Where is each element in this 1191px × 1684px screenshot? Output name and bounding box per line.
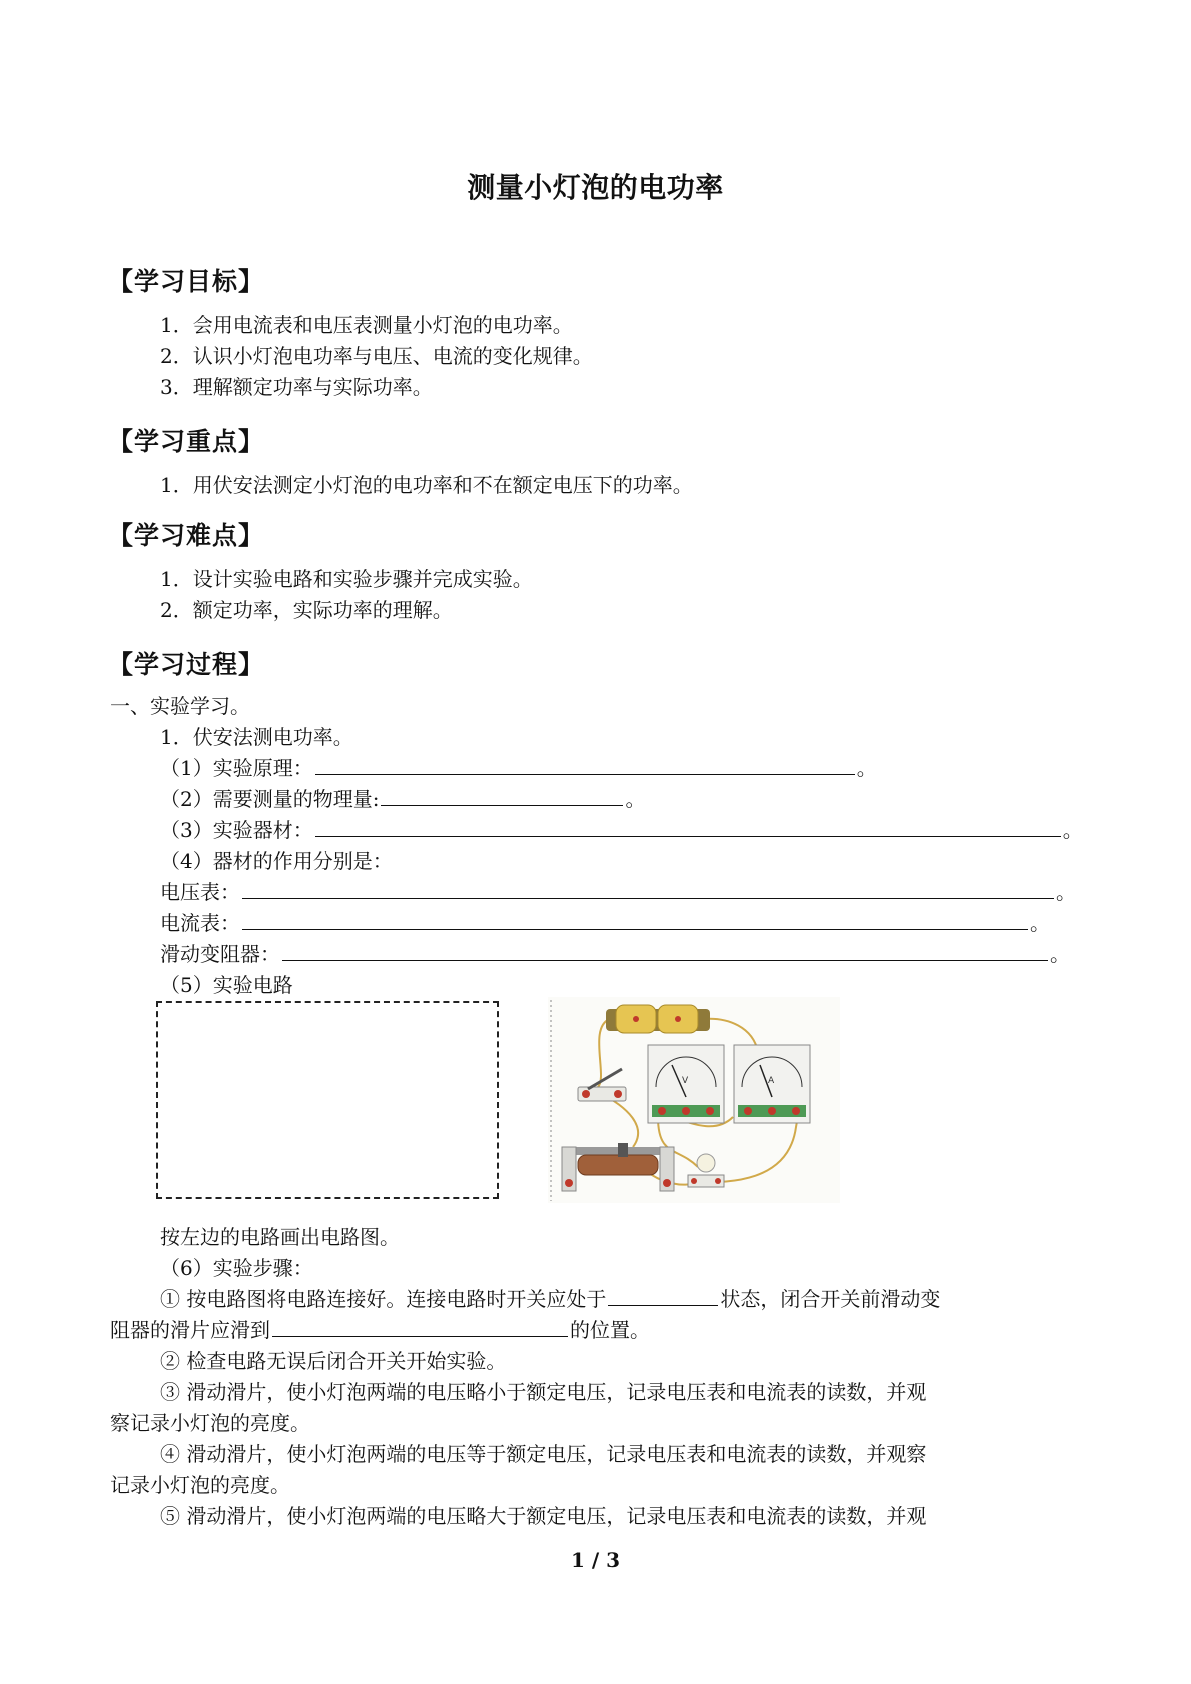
- rheostat-role: [160, 940, 1070, 968]
- voltmeter: [648, 1045, 724, 1123]
- question-quantities: [160, 785, 645, 813]
- question-roles: （4）器材的作用分别是：: [160, 849, 393, 873]
- slider-position-blank[interactable]: [272, 1316, 568, 1337]
- period: 。: [625, 787, 646, 811]
- objective-item: 2．认识小灯泡电功率与电压、电流的变化规律。: [160, 344, 593, 368]
- ammeter-label: 电流表：: [160, 911, 240, 935]
- principle-blank[interactable]: [315, 754, 855, 775]
- period: 。: [1062, 818, 1083, 842]
- draw-hint: 按左边的电路画出电路图。: [160, 1225, 400, 1249]
- rheostat-coil: [578, 1155, 658, 1175]
- voltmeter-terminal: [682, 1107, 690, 1115]
- ammeter-terminal: [792, 1107, 800, 1115]
- question-quantities-label: （2）需要测量的物理量:: [160, 787, 380, 811]
- step-4-line-1: ④ 滑动滑片，使小灯泡两端的电压等于额定电压，记录电压表和电流表的读数，并观察: [160, 1442, 927, 1466]
- step-4-line-2: 记录小灯泡的亮度。: [110, 1473, 290, 1497]
- step-3-line-1: ③ 滑动滑片，使小灯泡两端的电压略小于额定电压，记录电压表和电流表的读数，并观: [160, 1380, 927, 1404]
- step-1-text: 阻器的滑片应滑到: [110, 1318, 270, 1342]
- question-circuit: （5）实验电路: [160, 973, 293, 997]
- ammeter-role: [160, 909, 1050, 937]
- voltmeter-label: 电压表：: [160, 880, 240, 904]
- voltmeter-role: [160, 878, 1076, 906]
- question-equipment-label: （3）实验器材：: [160, 818, 313, 842]
- section-heading-process: 【学习过程】: [108, 650, 265, 679]
- voltmeter-blank[interactable]: [242, 878, 1054, 899]
- battery: [606, 1005, 710, 1033]
- ammeter: [734, 1045, 810, 1123]
- period: 。: [1030, 911, 1050, 935]
- step-1-text: ① 按电路图将电路连接好。连接电路时开关应处于: [160, 1287, 607, 1311]
- rheostat-slider: [618, 1143, 628, 1157]
- ammeter-blank[interactable]: [242, 909, 1028, 930]
- page-title: 测量小灯泡的电功率: [467, 171, 724, 204]
- rheostat-blank[interactable]: [282, 940, 1048, 961]
- circuit-illustration: [548, 997, 840, 1203]
- rheostat-terminal: [663, 1179, 671, 1187]
- question-steps: （6）实验步骤：: [160, 1256, 313, 1280]
- ammeter-terminal: [768, 1107, 776, 1115]
- switch-terminal: [614, 1090, 622, 1098]
- rheostat-label: 滑动变阻器：: [160, 942, 280, 966]
- section-heading-difficulties: 【学习难点】: [108, 521, 265, 550]
- step-5-line-1: ⑤ 滑动滑片，使小灯泡两端的电压略大于额定电压，记录电压表和电流表的读数，并观: [160, 1504, 927, 1528]
- switch-terminal: [582, 1090, 590, 1098]
- step-3-line-2: 察记录小灯泡的亮度。: [110, 1411, 310, 1435]
- section-heading-objectives: 【学习目标】: [108, 267, 265, 296]
- battery-terminal: [633, 1016, 639, 1022]
- step-2: ② 检查电路无误后闭合开关开始实验。: [160, 1349, 507, 1373]
- key-point-item: 1．用伏安法测定小灯泡的电功率和不在额定电压下的功率。: [160, 473, 693, 497]
- bulb-terminal: [691, 1178, 697, 1184]
- difficulty-item: 2．额定功率，实际功率的理解。: [160, 598, 453, 622]
- question-principle: [160, 754, 877, 782]
- voltmeter-symbol: V: [682, 1076, 689, 1086]
- circuit-drawing-area[interactable]: [156, 1001, 499, 1199]
- bulb-glass: [697, 1154, 715, 1172]
- section-heading-key-points: 【学习重点】: [108, 427, 265, 456]
- ammeter-terminal: [744, 1107, 752, 1115]
- period: 。: [1056, 880, 1076, 904]
- bulb-terminal: [715, 1178, 721, 1184]
- period: 。: [1050, 942, 1070, 966]
- question-principle-label: （1）实验原理：: [160, 756, 313, 780]
- step-1-line-2: [110, 1316, 650, 1344]
- period: 。: [856, 756, 877, 780]
- step-1-line-1: [160, 1285, 940, 1313]
- objective-item: 3．理解额定功率与实际功率。: [160, 375, 433, 399]
- quantities-blank[interactable]: [381, 785, 623, 806]
- subsection-heading: 1．伏安法测电功率。: [160, 725, 353, 749]
- part-heading: 一、实验学习。: [110, 694, 250, 718]
- switch-state-blank[interactable]: [608, 1285, 718, 1306]
- voltmeter-terminal: [706, 1107, 714, 1115]
- page-number: 1 / 3: [570, 1548, 621, 1572]
- step-1-text: 的位置。: [570, 1318, 650, 1342]
- question-equipment: [160, 816, 1083, 844]
- equipment-blank[interactable]: [315, 816, 1061, 837]
- voltmeter-terminal: [658, 1107, 666, 1115]
- difficulty-item: 1．设计实验电路和实验步骤并完成实验。: [160, 567, 533, 591]
- rheostat-terminal: [565, 1179, 573, 1187]
- ammeter-symbol: A: [768, 1076, 775, 1086]
- objective-item: 1．会用电流表和电压表测量小灯泡的电功率。: [160, 313, 573, 337]
- battery-terminal: [675, 1016, 681, 1022]
- step-1-text: 状态，闭合开关前滑动变: [720, 1287, 941, 1311]
